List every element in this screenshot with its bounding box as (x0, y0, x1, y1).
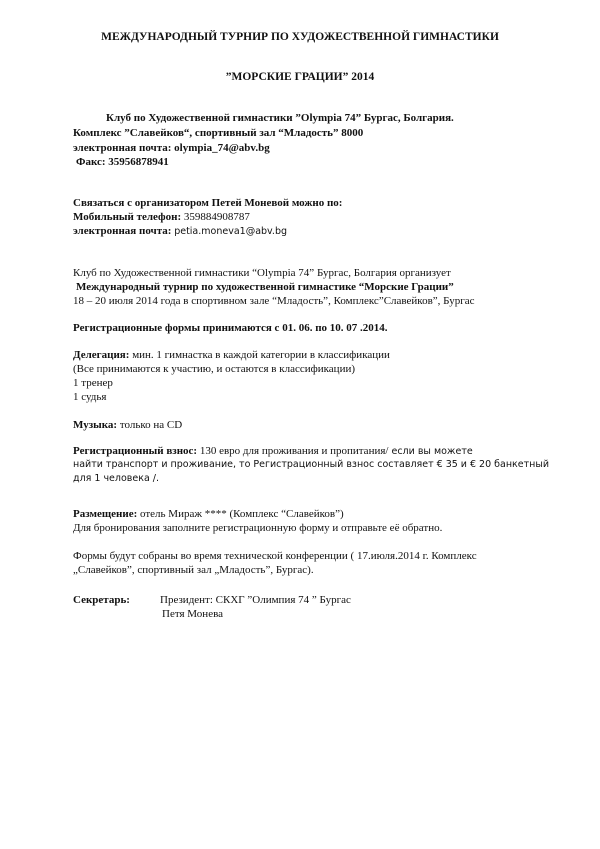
club-fax: Факс: 35956878941 (76, 156, 169, 168)
fee-value: 130 евро для проживания и пропитания/ (197, 445, 389, 457)
document-title: МЕЖДУНАРОДНЫЙ ТУРНИР ПО ХУДОЖЕСТВЕННОЙ ГИМНАСТИКИ (101, 31, 499, 43)
fee-note-continued: найти транспорт и проживание, то Регистрационный взнос составляет € 35 и € 20 банкетный (73, 459, 550, 470)
contact-phone-label: Мобильный телефон: (73, 211, 182, 223)
accommodation-label: Размещение: (73, 508, 138, 520)
contact-email-label: электронная почта: (73, 225, 172, 237)
accommodation-value: отель Мираж **** (Комплекс “Славейков”) (137, 508, 344, 520)
music-line (73, 418, 182, 432)
club-email: электронная почта: olympia_74@abv.bg (73, 142, 270, 154)
contact-heading: Связаться с организатором Петей Моневой можно по: (73, 197, 343, 209)
intro-dates: 18 – 20 июля 2014 года в спортивном зале “Младость”, Комплекс”Славейков”, Бургас (73, 295, 475, 307)
fee-label: Регистрационный взнос: (73, 445, 198, 457)
document-subtitle: ”МОРСКИЕ ГРАЦИИ” 2014 (225, 71, 375, 83)
delegation-label: Делегация: (73, 349, 130, 361)
contact-phone (73, 210, 250, 224)
delegation-coach: 1 тренер (73, 377, 113, 389)
club-address: Комплекс ”Славейков“, спортивный зал “Младость” 8000 (73, 127, 364, 139)
forms-collection: Формы будут собраны во время технической конференции ( 17.июля.2014 г. Комплекс (73, 550, 477, 562)
registration-period: Регистрационные формы принимаются с 01. 06. по 10. 07 .2014. (73, 322, 388, 334)
delegation-line (73, 348, 390, 362)
signatory-name: Петя Монева (162, 608, 224, 620)
delegation-judge: 1 судья (73, 391, 107, 403)
contact-phone-value: 359884908787 (183, 211, 250, 223)
fee-note-start: если вы можете (388, 446, 473, 457)
delegation-value: мин. 1 гимнастка в каждой категории в классификации (129, 349, 390, 361)
intro-organizer: Клуб по Художественной гимнастики “Olympia 74” Бургас, Болгария организует (73, 267, 451, 279)
president-title: Президент: СКХГ ”Олимпия 74 ” Бургас (160, 594, 351, 606)
intro-tournament: Международный турнир по художественной гимнастике “Морские Грации” (76, 281, 454, 293)
fee-line (73, 444, 473, 459)
forms-location: „Славейков”, спортивный зал „Младость”, Бургас). (73, 564, 314, 576)
music-value: только на CD (117, 419, 183, 431)
secretary-label: Секретарь: (73, 594, 130, 606)
delegation-note: (Все принимаются к участию, и остаются в классификации) (73, 363, 356, 375)
accommodation-line (73, 507, 344, 521)
music-label: Музыка: (73, 419, 118, 431)
accommodation-booking: Для бронирования заполните регистрационную форму и отправьте её обратно. (73, 522, 443, 534)
contact-email-value: petia.moneva1@abv.bg (174, 226, 288, 237)
fee-note-end: для 1 человека /. (73, 473, 160, 484)
club-name: Клуб по Художественной гимнастики ”Olympia 74” Бургас, Болгария. (106, 112, 454, 124)
contact-email (73, 224, 287, 239)
